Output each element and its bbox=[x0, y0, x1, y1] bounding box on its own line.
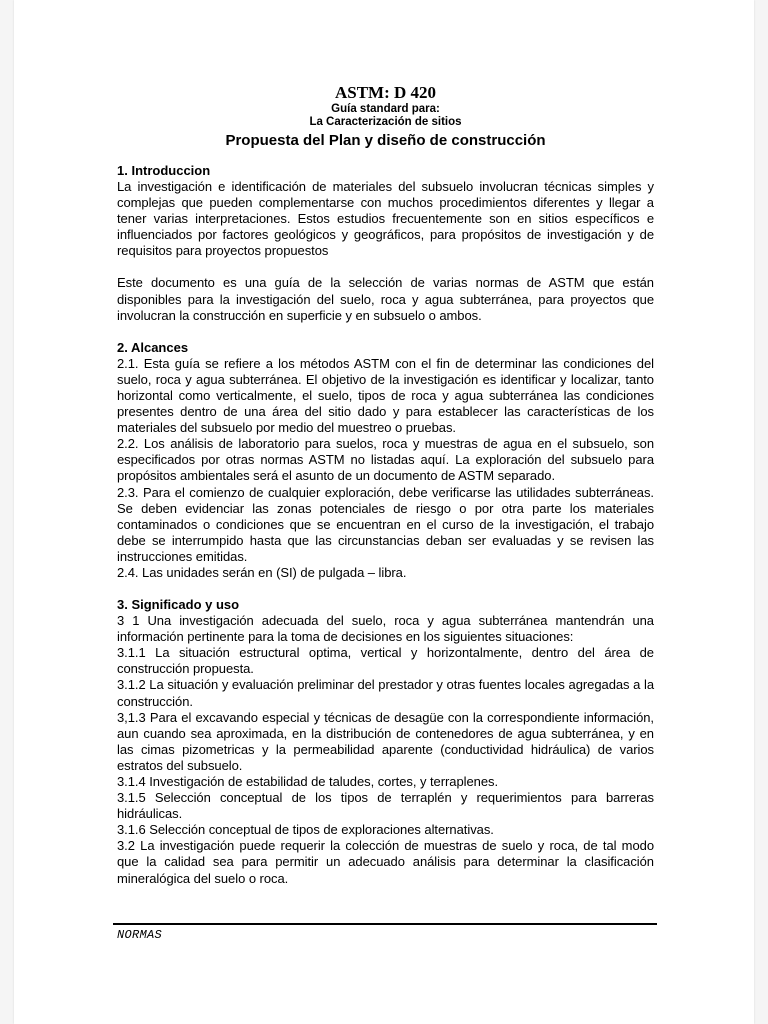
footer-label: NORMAS bbox=[117, 928, 163, 942]
significance-paragraph-3-1: 3 1 Una investigación adecuada del suelo, roca y agua subterránea mantendrán una información pertinente para la toma de decisiones en los siguientes situaciones: bbox=[117, 613, 654, 645]
scope-paragraph-2-4: 2.4. Las unidades serán en (SI) de pulgada – libra. bbox=[117, 564, 407, 580]
footer-divider bbox=[113, 923, 657, 925]
significance-paragraph-3-1-4: 3.1.4 Investigación de estabilidad de taludes, cortes, y terraplenes. bbox=[117, 774, 499, 789]
document-subtitle-proposal: Propuesta del Plan y diseño de construcción bbox=[225, 132, 546, 149]
intro-paragraph-1: La investigación e identificación de materiales del subsuelo involucran técnicas simples y complejas que pueden complementarse con muchos procedimientos diferentes y llegar a tener varias interpretaciones. Estos estudios frecuentemente son en sitios específicos e influenciados por factores geológicos y geográficos, para propósitos de investigación y de requisitos para proyectos propuestos bbox=[117, 179, 654, 259]
scope-paragraph-2-1: 2.1. Esta guía se refiere a los métodos ASTM con el fin de determinar las condiciones del suelo, roca y agua subterránea. El objetivo de la investigación es identificar y localizar, tanto horizontal como verticalmente, el suelo, tipos de roca y agua subterránea las condiciones presentes dentro de una área del sitio dado y para establecer las características de los materiales del subsuelo por medio del muestreo o pruebas. bbox=[117, 355, 654, 436]
section-heading-intro: 1. Introduccion bbox=[117, 163, 211, 178]
section-heading-scope: 2. Alcances bbox=[117, 339, 189, 355]
document-body bbox=[117, 83, 654, 887]
document-subtitle-characterization: La Caracterización de sitios bbox=[309, 116, 462, 128]
significance-paragraph-3-2: 3.2 La investigación puede requerir la colección de muestras de suelo y roca, de tal modo que la calidad sea para permitir un adecuado análisis para determinar la clasificación mineralógica del suelo o roca. bbox=[117, 838, 654, 886]
section-heading-significance: 3. Significado y uso bbox=[117, 597, 240, 613]
document-title: ASTM: D 420 bbox=[334, 83, 437, 102]
scope-paragraph-2-3: 2.3. Para el comienzo de cualquier exploración, debe verificarse las utilidades subterráneas. Se deben evidenciar las zonas potenciales de riesgo o por otra parte los materiales contaminados o condiciones que se encuentran en el curso de la investigación, el trabajo debe se interrumpido hasta que las circunstancias deban ser evaluadas y se revisen las instrucciones emitidas. bbox=[117, 484, 654, 564]
intro-paragraph-2: Este documento es una guía de la selección de varias normas de ASTM que están disponibles para la investigación del suelo, roca y agua subterránea, para proyectos que involucran la construcción en superficie y en subsuelo o ambos. bbox=[117, 275, 654, 323]
significance-paragraph-3-1-1: 3.1.1 La situación estructural optima, vertical y horizontalmente, dentro del área de construcción propuesta. bbox=[117, 645, 654, 677]
significance-paragraph-3-1-6: 3.1.6 Selección conceptual de tipos de exploraciones alternativas. bbox=[117, 822, 494, 838]
significance-paragraph-3-1-5: 3.1.5 Selección conceptual de los tipos de terraplén y requerimientos para barreras hidráulicas. bbox=[117, 790, 654, 822]
document-subtitle-guide: Guía standard para: bbox=[331, 103, 440, 115]
significance-paragraph-3-1-3: 3,1.3 Para el excavando especial y técnicas de desagüe con la correspondiente información, aun cuando sea aproximada, en la distribución de contenedores de agua subterránea, y en las cimas pizometricas y la permeabilidad aparente (conductividad hidráulica) de varios estratos del subsuelo. bbox=[117, 709, 654, 773]
significance-paragraph-3-1-2: 3.1.2 La situación y evaluación preliminar del prestador y otras fuentes locales agregadas a la construcción. bbox=[117, 677, 654, 709]
scope-paragraph-2-2: 2.2. Los análisis de laboratorio para suelos, roca y muestras de agua en el subsuelo, son especificados por otras normas ASTM no listadas aquí. La exploración del subsuelo para propósitos ambientales será el asunto de un documento de ASTM separado. bbox=[117, 436, 654, 484]
